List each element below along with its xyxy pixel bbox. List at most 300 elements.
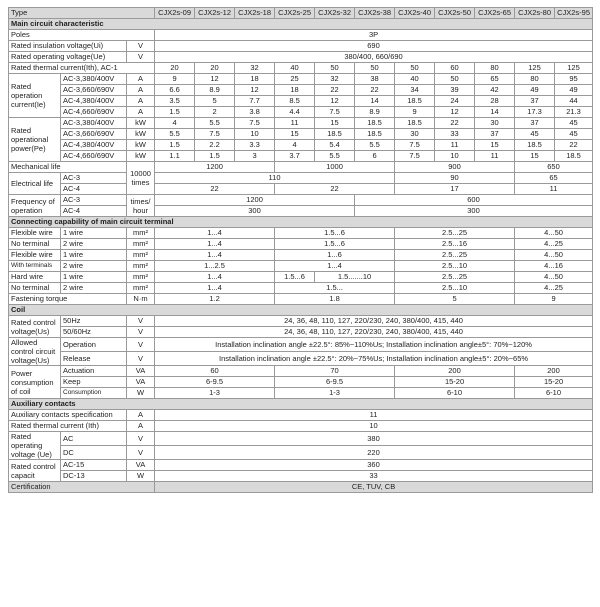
aux-cap-value: 360: [155, 460, 593, 471]
terminal-unit: mm²: [127, 283, 155, 294]
pe-value: 45: [555, 129, 593, 140]
coil-voltage-cond: 50/60Hz: [61, 327, 127, 338]
terminal-value: 4...50: [515, 272, 593, 283]
ie-value: 39: [435, 85, 475, 96]
pe-row: [9, 151, 593, 162]
pe-value: 18.5: [555, 151, 593, 162]
coil-power-unit: VA: [127, 366, 155, 377]
aux-spec-label: Auxiliary contacts specification: [9, 410, 127, 421]
pe-value: 37: [515, 118, 555, 129]
aux-ith-label: Rated thermal current (Ith): [9, 421, 127, 432]
aux-cap-row: [9, 471, 593, 482]
terminal-unit: mm²: [127, 239, 155, 250]
aux-ith-row: [9, 421, 593, 432]
aux-spec-row: [9, 410, 593, 421]
ie-value: 5: [195, 96, 235, 107]
terminal-value: 1...2.5: [155, 261, 275, 272]
ie-cond: AC-3,660/690V: [61, 85, 127, 96]
pe-unit: kW: [127, 129, 155, 140]
pe-value: 7.5: [195, 129, 235, 140]
aux-ue-row: [9, 432, 593, 446]
pe-row: [9, 118, 593, 129]
allowed-voltage-value: Installation inclination angle ±22.5°: 85%~110%Us; Installation inclination angle±5°: 70%~120%: [155, 338, 593, 352]
elec-life-label: Electrical life: [9, 173, 61, 195]
ie-unit: A: [127, 107, 155, 118]
coil-power-value: 1-3: [275, 388, 395, 399]
coil-power-value: 15-20: [395, 377, 515, 388]
aux-cap-label: Rated control capacit: [9, 460, 61, 482]
poles-label: Poles: [9, 30, 155, 41]
pe-value: 22: [435, 118, 475, 129]
freq-cond: AC-3: [61, 195, 127, 206]
elec-life-cond: AC-3: [61, 173, 127, 184]
coil-power-value: 15-20: [515, 377, 593, 388]
model-header: CJX2s-50: [435, 8, 475, 19]
aux-ue-cond: DC: [61, 446, 127, 460]
pe-value: 7.5: [395, 140, 435, 151]
spec-table: [8, 7, 593, 493]
pe-value: 7.5: [395, 151, 435, 162]
terminal-row: [9, 228, 593, 239]
coil-power-cond: Actuation: [61, 366, 127, 377]
pe-value: 1.5: [155, 140, 195, 151]
pe-value: 11: [275, 118, 315, 129]
pe-value: 6: [355, 151, 395, 162]
terminal-value: 2.5...10: [395, 261, 515, 272]
ie-unit: A: [127, 74, 155, 85]
pe-value: 18.5: [515, 140, 555, 151]
ie-value: 22: [355, 85, 395, 96]
torque-unit: N·m: [127, 294, 155, 305]
terminal-value: 4...16: [515, 261, 593, 272]
freq-value: 600: [355, 195, 593, 206]
allowed-voltage-row: [9, 352, 593, 366]
terminal-unit: mm²: [127, 228, 155, 239]
model-header: CJX2s-09: [155, 8, 195, 19]
coil-power-unit: VA: [127, 377, 155, 388]
allowed-voltage-row: [9, 338, 593, 352]
model-header: CJX2s-32: [315, 8, 355, 19]
allowed-voltage-unit: V: [127, 338, 155, 352]
freq-row: [9, 195, 593, 206]
terminal-value: 1...6: [275, 250, 395, 261]
pe-value: 3.3: [235, 140, 275, 151]
pe-value: 18.5: [395, 118, 435, 129]
terminal-value: 4...25: [515, 239, 593, 250]
ie-value: 32: [315, 74, 355, 85]
torque-label: Fastening torque: [9, 294, 127, 305]
terminal-wire: 1 wire: [61, 272, 127, 283]
terminal-value: 2.5...16: [395, 239, 515, 250]
terminal-row: [9, 272, 593, 283]
mech-life-value: 1000: [275, 162, 395, 173]
coil-power-value: 70: [275, 366, 395, 377]
ie-value: 65: [475, 74, 515, 85]
torque-value: 1.2: [155, 294, 275, 305]
aux-ue-value: 380: [155, 432, 593, 446]
ie-value: 9: [395, 107, 435, 118]
model-header: CJX2s-38: [355, 8, 395, 19]
aux-cap-cond: DC-13: [61, 471, 127, 482]
coil-voltage-row: [9, 327, 593, 338]
pe-value: 1.1: [155, 151, 195, 162]
ith-value: 50: [395, 63, 435, 74]
ie-unit: A: [127, 85, 155, 96]
pe-row: [9, 140, 593, 151]
terminal-value: 4...25: [515, 283, 593, 294]
coil-power-value: 1-3: [155, 388, 275, 399]
coil-voltage-unit: V: [127, 327, 155, 338]
terminal-value: 1...4: [155, 250, 275, 261]
cert-row: [9, 482, 593, 493]
terminal-value: 1.5...6: [275, 228, 395, 239]
terminal-label: No terminal: [9, 239, 61, 250]
model-header: CJX2s-12: [195, 8, 235, 19]
ie-value: 24: [435, 96, 475, 107]
aux-ue-row: [9, 446, 593, 460]
elec-life-value: 65: [515, 173, 593, 184]
freq-value: 1200: [155, 195, 355, 206]
elec-life-value: 11: [515, 184, 593, 195]
ith-value: 125: [515, 63, 555, 74]
freq-value: 300: [355, 206, 593, 217]
section-terminal: Connecting capability of main circuit terminal: [9, 217, 593, 228]
ie-value: 2: [195, 107, 235, 118]
ie-value: 18: [275, 85, 315, 96]
ie-row: [9, 74, 593, 85]
ie-label: Rated operation current(Ie): [9, 74, 61, 118]
pe-value: 45: [515, 129, 555, 140]
terminal-value: 1.5...6: [275, 272, 315, 283]
aux-ith-value: 10: [155, 421, 593, 432]
coil-power-value: 60: [155, 366, 275, 377]
pe-value: 5.4: [315, 140, 355, 151]
terminal-wire: 1 wire: [61, 250, 127, 261]
ie-value: 95: [555, 74, 593, 85]
elec-life-value: 17: [395, 184, 515, 195]
section-coil: Coil: [9, 305, 593, 316]
life-unit: 10000 times: [127, 162, 155, 195]
pe-value: 37: [475, 129, 515, 140]
aux-cap-unit: VA: [127, 460, 155, 471]
terminal-row: [9, 239, 593, 250]
coil-power-cond: Keep: [61, 377, 127, 388]
terminal-label: With terminals: [9, 261, 61, 272]
ith-value: 20: [155, 63, 195, 74]
ie-value: 21.3: [555, 107, 593, 118]
pe-cond: AC-3,380/400V: [61, 118, 127, 129]
aux-ue-label: Rated operating voltage (Ue): [9, 432, 61, 460]
ie-value: 49: [555, 85, 593, 96]
cert-value: CE, TUV, CB: [155, 482, 593, 493]
terminal-value: 2.5...25: [395, 272, 515, 283]
coil-power-value: 6-9.5: [155, 377, 275, 388]
aux-spec-unit: A: [127, 410, 155, 421]
ie-value: 1.5: [155, 107, 195, 118]
pe-value: 15: [315, 118, 355, 129]
coil-voltage-cond: 50Hz: [61, 316, 127, 327]
ie-value: 42: [475, 85, 515, 96]
coil-voltage-value: 24, 36, 48, 110, 127, 220/230, 240, 380/400, 415, 440: [155, 316, 593, 327]
ui-label: Rated insulation voltage(Ui): [9, 41, 127, 52]
pe-value: 33: [435, 129, 475, 140]
terminal-label: Hard wire: [9, 272, 61, 283]
coil-power-value: 200: [395, 366, 515, 377]
pe-cond: AC-4,660/690V: [61, 151, 127, 162]
pe-value: 15: [515, 151, 555, 162]
ue-unit: V: [127, 52, 155, 63]
ie-value: 37: [515, 96, 555, 107]
terminal-value: 1.5...: [275, 283, 395, 294]
pe-unit: kW: [127, 151, 155, 162]
ie-row: [9, 96, 593, 107]
pe-cond: AC-4,380/400V: [61, 140, 127, 151]
terminal-value: 2.5...25: [395, 250, 515, 261]
aux-ith-unit: A: [127, 421, 155, 432]
ith-value: 32: [235, 63, 275, 74]
coil-power-value: 6-10: [515, 388, 593, 399]
ith-value: 40: [275, 63, 315, 74]
ie-value: 14: [355, 96, 395, 107]
terminal-value: 1...4: [275, 261, 395, 272]
terminal-label: Flexible wire: [9, 250, 61, 261]
terminal-wire: 2 wire: [61, 283, 127, 294]
ui-unit: V: [127, 41, 155, 52]
ie-value: 80: [515, 74, 555, 85]
pe-value: 5.5: [195, 118, 235, 129]
ui-row: [9, 41, 593, 52]
pe-value: 5.5: [355, 140, 395, 151]
aux-cap-cond: AC-15: [61, 460, 127, 471]
pe-row: [9, 129, 593, 140]
ith-value: 20: [195, 63, 235, 74]
pe-label: Rated operational power(Pe): [9, 118, 61, 162]
pe-value: 2.2: [195, 140, 235, 151]
ie-value: 3.5: [155, 96, 195, 107]
coil-voltage-row: [9, 316, 593, 327]
ie-value: 8.9: [195, 85, 235, 96]
pe-cond: AC-3,660/690V: [61, 129, 127, 140]
torque-value: 9: [515, 294, 593, 305]
ie-unit: A: [127, 96, 155, 107]
section-main-circuit: Main circuit characteristic: [9, 19, 593, 30]
pe-value: 11: [475, 151, 515, 162]
cert-label: Certification: [9, 482, 155, 493]
mech-life-value: 650: [515, 162, 593, 173]
terminal-value: 1...4: [155, 272, 275, 283]
ie-value: 4.4: [275, 107, 315, 118]
terminal-value: 1...4: [155, 283, 275, 294]
pe-value: 30: [395, 129, 435, 140]
ie-value: 17.3: [515, 107, 555, 118]
ie-cond: AC-3,380/400V: [61, 74, 127, 85]
pe-value: 1.5: [195, 151, 235, 162]
elec-life-cond: AC-4: [61, 184, 127, 195]
pe-value: 4: [275, 140, 315, 151]
pe-value: 10: [235, 129, 275, 140]
pe-value: 15: [475, 140, 515, 151]
ith-value: 125: [555, 63, 593, 74]
terminal-row: [9, 250, 593, 261]
header-row: [9, 8, 593, 19]
ue-value: 380/400, 660/690: [155, 52, 593, 63]
coil-voltage-label: Rated control voltage(Us): [9, 316, 61, 338]
aux-ue-unit: V: [127, 432, 155, 446]
model-header: CJX2s-65: [475, 8, 515, 19]
type-header: Type: [9, 8, 155, 19]
coil-power-value: 6-9.5: [275, 377, 395, 388]
pe-value: 18.5: [355, 129, 395, 140]
ue-row: [9, 52, 593, 63]
pe-value: 7.5: [235, 118, 275, 129]
aux-cap-row: [9, 460, 593, 471]
ith-value: 50: [355, 63, 395, 74]
ie-row: [9, 107, 593, 118]
ue-label: Rated operating voltage(Ue): [9, 52, 127, 63]
ie-value: 7.5: [315, 107, 355, 118]
aux-ue-value: 220: [155, 446, 593, 460]
pe-value: 3: [235, 151, 275, 162]
elec-life-value: 110: [155, 173, 395, 184]
pe-value: 18.5: [355, 118, 395, 129]
ie-value: 8.9: [355, 107, 395, 118]
pe-value: 3.7: [275, 151, 315, 162]
ith-value: 80: [475, 63, 515, 74]
elec-life-row: [9, 184, 593, 195]
coil-voltage-value: 24, 36, 48, 110, 127, 220/230, 240, 380/400, 415, 440: [155, 327, 593, 338]
terminal-row: [9, 261, 593, 272]
poles-row: [9, 30, 593, 41]
pe-value: 45: [555, 118, 593, 129]
ie-value: 9: [155, 74, 195, 85]
coil-power-cond: Consumption: [61, 388, 127, 399]
model-header: CJX2s-40: [395, 8, 435, 19]
terminal-row: [9, 283, 593, 294]
ith-value: 50: [315, 63, 355, 74]
terminal-value: 1.5...6: [275, 239, 395, 250]
pe-value: 18.5: [315, 129, 355, 140]
terminal-unit: mm²: [127, 261, 155, 272]
ie-value: 28: [475, 96, 515, 107]
pe-value: 22: [555, 140, 593, 151]
ith-label: Rated thermal current(Ith), AC-1: [9, 63, 155, 74]
terminal-label: Flexible wire: [9, 228, 61, 239]
ie-value: 22: [315, 85, 355, 96]
model-header: CJX2s-18: [235, 8, 275, 19]
coil-voltage-unit: V: [127, 316, 155, 327]
pe-value: 5.5: [315, 151, 355, 162]
terminal-value: 4...50: [515, 228, 593, 239]
pe-value: 5.5: [155, 129, 195, 140]
aux-ue-unit: V: [127, 446, 155, 460]
terminal-value: 2.5...25: [395, 228, 515, 239]
mech-life-row: [9, 162, 593, 173]
ie-value: 3.8: [235, 107, 275, 118]
ie-value: 44: [555, 96, 593, 107]
freq-row: [9, 206, 593, 217]
allowed-voltage-label: Allowed control circuit voltage(Us): [9, 338, 61, 366]
freq-value: 300: [155, 206, 355, 217]
elec-life-row: [9, 173, 593, 184]
terminal-value: 1.5.......10: [315, 272, 395, 283]
freq-label: Frequency of operation: [9, 195, 61, 217]
aux-cap-value: 33: [155, 471, 593, 482]
ui-value: 690: [155, 41, 593, 52]
ie-value: 25: [275, 74, 315, 85]
allowed-voltage-unit: V: [127, 352, 155, 366]
pe-value: 4: [155, 118, 195, 129]
ie-value: 49: [515, 85, 555, 96]
torque-row: [9, 294, 593, 305]
terminal-value: 4...50: [515, 250, 593, 261]
ie-row: [9, 85, 593, 96]
ie-value: 12: [315, 96, 355, 107]
ie-value: 12: [195, 74, 235, 85]
torque-value: 1.8: [275, 294, 395, 305]
terminal-value: 2.5...10: [395, 283, 515, 294]
pe-unit: kW: [127, 118, 155, 129]
terminal-wire: 1 wire: [61, 228, 127, 239]
model-header: CJX2s-95: [555, 8, 593, 19]
coil-power-label: Power consumption of coil: [9, 366, 61, 399]
ie-value: 8.5: [275, 96, 315, 107]
allowed-voltage-cond: Release: [61, 352, 127, 366]
elec-life-value: 90: [395, 173, 515, 184]
ith-row: [9, 63, 593, 74]
terminal-wire: 2 wire: [61, 261, 127, 272]
terminal-wire: 2 wire: [61, 239, 127, 250]
coil-power-value: 6-10: [395, 388, 515, 399]
mech-life-value: 1200: [155, 162, 275, 173]
aux-ue-cond: AC: [61, 432, 127, 446]
aux-spec-value: 11: [155, 410, 593, 421]
elec-life-value: 22: [275, 184, 395, 195]
pe-unit: kW: [127, 140, 155, 151]
ie-value: 7.7: [235, 96, 275, 107]
model-header: CJX2s-25: [275, 8, 315, 19]
freq-unit: times/ hour: [127, 195, 155, 217]
freq-cond: AC-4: [61, 206, 127, 217]
pe-value: 11: [435, 140, 475, 151]
terminal-value: 1...4: [155, 228, 275, 239]
coil-power-unit: W: [127, 388, 155, 399]
mech-life-label: Mechanical life: [9, 162, 127, 173]
terminal-value: 1...4: [155, 239, 275, 250]
pe-value: 10: [435, 151, 475, 162]
pe-value: 30: [475, 118, 515, 129]
coil-power-row: [9, 366, 593, 377]
coil-power-row: [9, 388, 593, 399]
mech-life-value: 900: [395, 162, 515, 173]
ie-value: 40: [395, 74, 435, 85]
ie-value: 38: [355, 74, 395, 85]
model-header: CJX2s-80: [515, 8, 555, 19]
allowed-voltage-value: Installation inclination angle ±22.5°: 20%~75%Us; Installation inclination angle±5°: 20%~65%: [155, 352, 593, 366]
poles-value: 3P: [155, 30, 593, 41]
pe-value: 15: [275, 129, 315, 140]
ie-value: 50: [435, 74, 475, 85]
ie-cond: AC-4,380/400V: [61, 96, 127, 107]
ith-value: 60: [435, 63, 475, 74]
ie-value: 18: [235, 74, 275, 85]
ie-value: 34: [395, 85, 435, 96]
coil-power-value: 200: [515, 366, 593, 377]
torque-value: 5: [395, 294, 515, 305]
terminal-label: No terminal: [9, 283, 61, 294]
terminal-unit: mm²: [127, 272, 155, 283]
ie-value: 12: [235, 85, 275, 96]
ie-value: 6.6: [155, 85, 195, 96]
